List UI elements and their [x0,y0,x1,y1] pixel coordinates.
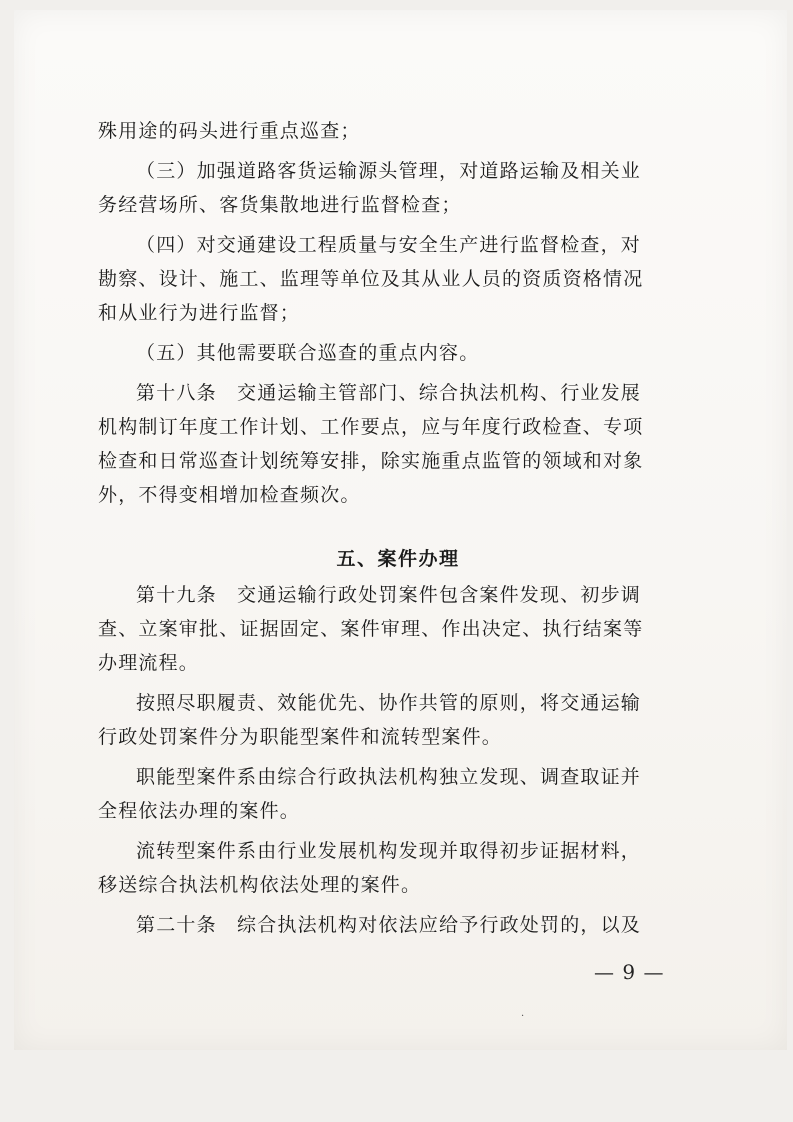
text-line: 外，不得变相增加检查频次。 [98,484,361,506]
text-line: 检查和日常巡查计划统筹安排，除实施重点监管的领域和对象 [98,450,644,472]
paragraph [98,154,698,222]
text-line: （五）其他需要联合巡查的重点内容。 [136,342,480,364]
paragraph [98,760,698,828]
text-line: 按照尽职履责、效能优先、协作共管的原则，将交通运输 [136,692,642,714]
text-line: 全程依法办理的案件。 [98,800,301,822]
text-line: 第十八条 交通运输主管部门、综合执法机构、行业发展 [136,382,642,404]
page-number: — 9 — [594,960,665,984]
text-line: 行政处罚案件分为职能型案件和流转型案件。 [98,726,503,748]
paragraph [98,686,698,754]
document-page [14,10,787,1050]
paragraph [98,376,698,512]
text-line: 移送综合执法机构依法处理的案件。 [98,874,422,896]
text-line: 机构制订年度工作计划、工作要点，应与年度行政检查、专项 [98,416,644,438]
text-line: 第二十条 综合执法机构对依法应给予行政处罚的，以及 [136,914,642,936]
paragraph [98,834,698,902]
document-body [98,114,698,948]
text-line: （三）加强道路客货运输源头管理，对道路运输及相关业 [136,160,642,182]
paragraph [98,908,698,942]
text-line: 办理流程。 [98,652,200,674]
text-line: 勘察、设计、施工、监理等单位及其从业人员的资质资格情况 [98,268,644,290]
scan-speck: · [521,1011,525,1022]
paragraph [98,114,698,148]
text-line: 务经营场所、客货集散地进行监督检查； [98,194,462,216]
paragraph [98,228,698,330]
text-line: 和从业行为进行监督； [98,302,301,324]
text-line: 流转型案件系由行业发展机构发现并取得初步证据材料， [136,840,642,862]
paragraph [98,578,698,680]
text-line: 第十九条 交通运输行政处罚案件包含案件发现、初步调 [136,584,642,606]
text-line: 职能型案件系由综合行政执法机构独立发现、调查取证并 [136,766,642,788]
paragraph [98,336,698,370]
section-heading: 五、案件办理 [336,548,460,570]
text-line: 殊用途的码头进行重点巡查； [98,120,361,142]
text-line: （四）对交通建设工程质量与安全生产进行监督检查，对 [136,234,642,256]
text-line: 查、立案审批、证据固定、案件审理、作出决定、执行结案等 [98,618,644,640]
